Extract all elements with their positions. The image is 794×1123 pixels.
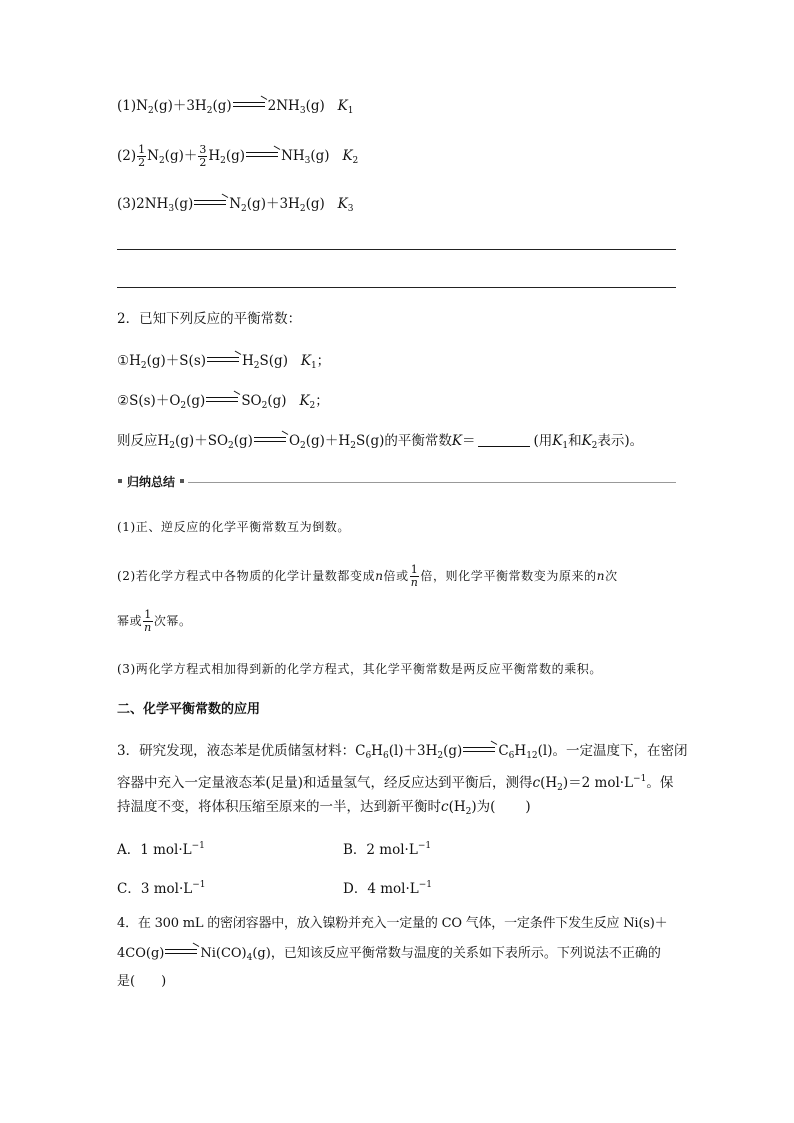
text: 3．研究发现，液态苯是优质储氢材料： [117, 743, 356, 759]
superscript: −1 [418, 880, 432, 890]
fraction: $\frac{1}{n}$ [410, 563, 419, 589]
text: ) [525, 799, 531, 815]
text: 。保 [646, 775, 674, 791]
text: 次 [605, 569, 618, 583]
text: (2)若化学方程式中各物质的化学计量数都变成 [117, 569, 376, 583]
section-heading: 二、化学平衡常数的应用 [117, 702, 261, 717]
option-b[interactable] [343, 836, 431, 860]
text: 的平衡常数 [384, 433, 452, 449]
superscript: −1 [633, 774, 647, 784]
equilibrium-arrow-icon [206, 397, 240, 403]
option-label: B．2 mol·L [343, 842, 418, 858]
k-symbol: K [337, 98, 348, 114]
text: 持温度不变，将体积压缩至原来的一半，达到新平衡时 [117, 799, 441, 815]
question-4-line-1: 4．在 300 mL 的密闭容器中，放入镍粉并充入一定量的 CO 气体，一定条件下发生反应 Ni(s)＋ [117, 916, 668, 931]
fraction: $\frac{1}{2}$ [138, 143, 146, 169]
option-label: A．1 mol·L [117, 842, 192, 858]
variable-c: c [441, 799, 449, 815]
variable-c: c [532, 775, 541, 791]
summary-point-2-cont [117, 609, 192, 634]
equals-sign: ＝ [461, 433, 476, 449]
text: 倍或 [383, 569, 409, 583]
variable-n: n [596, 569, 606, 583]
superscript: −1 [192, 880, 206, 890]
equilibrium-arrow-icon [233, 102, 267, 108]
k-symbol: K [342, 148, 353, 164]
summary-header [113, 472, 189, 492]
k-subscript: 1 [347, 106, 354, 116]
k-subscript: 3 [347, 204, 354, 214]
k-symbol: K [451, 433, 462, 449]
circled-number: ① [117, 353, 130, 369]
reaction-3: $(3)2NH_3(g)$ $N_2(g)+3H_2(g)$ $K_3$ [117, 194, 353, 219]
fraction: $\frac{1}{n}$ [144, 608, 152, 634]
text: 容器中充入一定量液态苯(足量)和适量氢气，经反应达到平衡后，测得 [117, 775, 533, 791]
text: 幂或 [117, 614, 143, 628]
equilibrium-arrow-icon [207, 357, 241, 363]
text: 次幂。 [153, 614, 192, 628]
reaction-1: $(1)N_2(g)+3H_2(g)$ $2NH_3(g)$ $K_1$ [117, 96, 353, 121]
question-2-equation-2: $②S(s)+O_2(g)$ $SO_2(g)$ $K_2$； [117, 391, 329, 416]
question-2-equation-1: $①H_2(g)+S(s)$ $H_2S(g)$ $K_1$； [117, 351, 330, 376]
answer-line [117, 287, 676, 288]
k-symbol: K [300, 353, 311, 369]
k-symbol: K [337, 196, 348, 212]
option-c[interactable] [117, 875, 206, 899]
text: )为( [471, 799, 496, 815]
equilibrium-arrow-icon [194, 200, 228, 206]
text: (用 [533, 433, 553, 449]
k-symbol: K [299, 393, 310, 409]
fraction: $\frac{3}{2}$ [199, 143, 207, 169]
k-subscript: 2 [591, 441, 598, 451]
summary-point-2 [117, 564, 618, 589]
question-3-line-1: 3．研究发现，液态苯是优质储氢材料：$C_6H_6(l)+3H_2(g)$ $C_6H_{12}(l)$。一定温度下，在密闭 [117, 741, 688, 766]
circled-number: ② [117, 393, 130, 409]
k-symbol: K [581, 433, 592, 449]
k-subscript: 1 [562, 441, 569, 451]
summary-title: 归纳总结 [127, 475, 176, 489]
reaction-2: (2) $\frac{1}{2}$ $N_2(g)+$ $\frac{3}{2}$ $H_2(g)$ $NH_3(g)$ $K_2$ [117, 143, 359, 169]
summary-point-1: (1)正、逆反应的化学平衡常数互为倒数。 [117, 520, 350, 534]
reaction-number: (2) [117, 148, 137, 164]
punctuation: ； [315, 393, 329, 409]
text: 表示)。 [597, 433, 644, 449]
k-subscript: 2 [309, 401, 316, 411]
question-4-line-3: 是( ) [117, 974, 167, 989]
option-a[interactable] [117, 836, 205, 860]
superscript: −1 [417, 841, 432, 851]
option-label: C．3 mol·L [117, 881, 193, 897]
superscript: −1 [191, 841, 205, 851]
k-subscript: 2 [352, 156, 359, 166]
subscript: 2 [465, 807, 472, 817]
question-2-ask: 则反应$H_2(g)+SO_2(g)$ $O_2(g)+H_2S(g)$的平衡常数K＝ (用$K_1$和$K_2$表示)。 [117, 431, 643, 456]
question-3-line-2 [117, 769, 673, 798]
k-subscript: 1 [310, 361, 317, 371]
equilibrium-arrow-icon [246, 152, 280, 158]
answer-line [117, 249, 676, 250]
subscript: 2 [557, 783, 563, 793]
text: 。一定温度下，在密闭 [552, 743, 688, 759]
text: 则反应 [117, 433, 158, 449]
reaction-number: (3) [117, 196, 137, 212]
question-2-stem: 2．已知下列反应的平衡常数： [117, 311, 302, 327]
equilibrium-arrow-icon [463, 747, 497, 753]
text: 倍，则化学平衡常数变为原来的 [420, 569, 597, 583]
equilibrium-arrow-icon [165, 949, 199, 955]
option-label: D．4 mol·L [343, 881, 419, 897]
text: Ni(CO) [200, 946, 247, 961]
option-d[interactable] [343, 875, 432, 899]
equilibrium-arrow-icon [254, 437, 288, 443]
question-4-line-2 [117, 944, 661, 968]
text: 和 [568, 433, 582, 449]
answer-blank[interactable] [478, 432, 530, 447]
summary-point-3: (3)两化学方程式相加得到新的化学方程式，其化学平衡常数是两反应平衡常数的乘积。 [117, 662, 603, 676]
text: (H [540, 775, 558, 791]
text: (g)，已知该反应平衡常数与温度的关系如下表所示。下列说法不正确的 [252, 946, 661, 961]
text: (H [448, 799, 466, 815]
subscript: 4 [246, 953, 253, 963]
variable-n: n [375, 569, 384, 583]
punctuation: ； [316, 353, 331, 369]
text: )＝2 mol·L [562, 775, 634, 791]
square-bullet-icon [118, 479, 122, 483]
summary-divider [188, 482, 676, 483]
text: 4CO(g) [117, 946, 165, 961]
square-bullet-icon [180, 479, 184, 483]
question-3-line-3 [117, 797, 531, 822]
reaction-number: (1) [117, 98, 137, 114]
k-symbol: K [552, 433, 563, 449]
